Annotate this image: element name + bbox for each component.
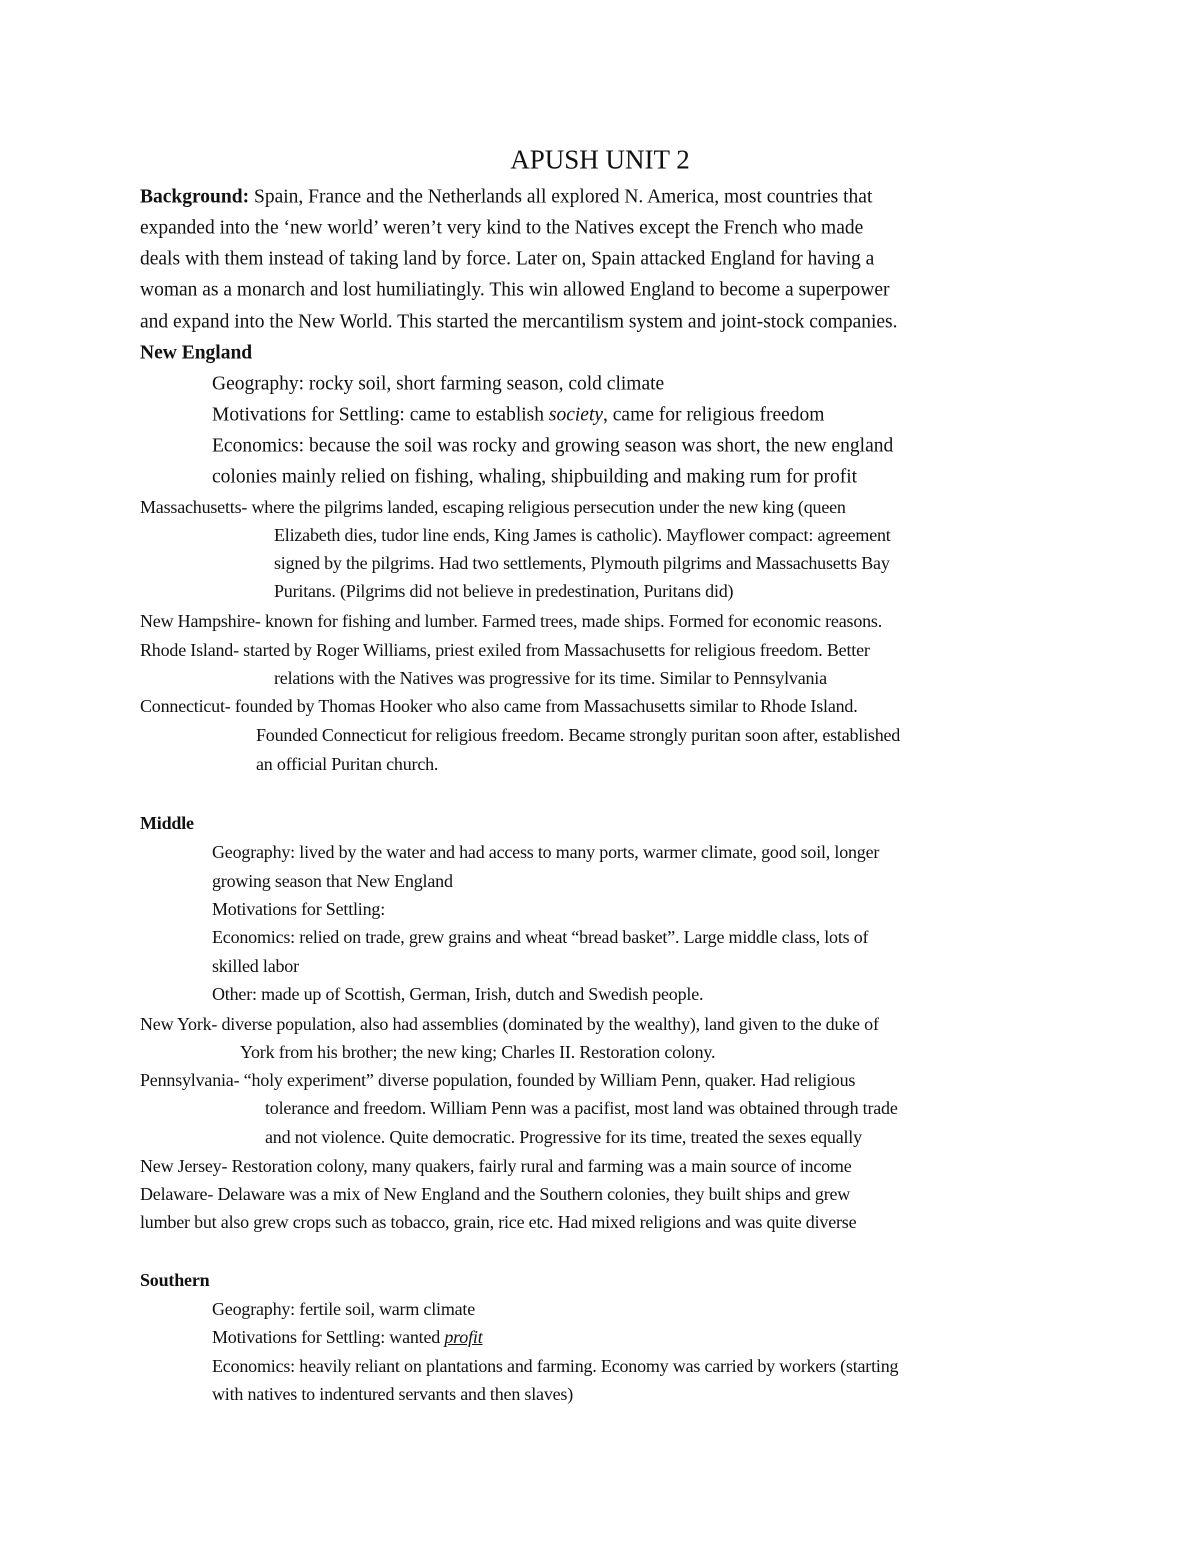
colony-massachusetts: signed by the pilgrims. Had two settlements, Plymouth pilgrims and Massachusetts Bay [274,553,890,573]
south-motivations [212,1328,483,1346]
background-line [140,187,872,207]
colony-massachusetts: Puritans. (Pilgrims did not believe in predestination, Puritans did) [274,581,734,601]
colony-pennsylvania: Pennsylvania- “holy experiment” diverse population, founded by William Penn, quaker. Had religious [140,1070,856,1090]
colony-massachusetts: Massachusetts- where the pilgrims landed, escaping religious persecution under the new king (queen [140,497,846,517]
background-line: deals with them instead of taking land by force. Later on, Spain attacked England for having a [140,248,875,270]
south-motivations-text: Motivations for Settling: wanted [212,1327,445,1347]
ne-economics: Economics: because the soil was rocky and growing season was short, the new england [212,435,894,457]
background-text: Spain, France and the Netherlands all explored N. America, most countries that [249,186,873,208]
colony-rhode-island: relations with the Natives was progressive for its time. Similar to Pennsylvania [274,668,827,688]
section-heading-southern: Southern [140,1270,210,1290]
ne-geography: Geography: rocky soil, short farming season, cold climate [212,373,665,395]
south-motivations-emphasis: profit [444,1327,483,1347]
colony-new-hampshire: New Hampshire- known for fishing and lumber. Farmed trees, made ships. Formed for economic reasons. [140,611,883,631]
mid-economics: skilled labor [212,956,299,976]
ne-motivations-text: , came for religious freedom [603,404,825,426]
mid-geography: Geography: lived by the water and had access to many ports, warmer climate, good soil, longer [212,842,880,862]
colony-new-york: York from his brother; the new king; Charles II. Restoration colony. [240,1042,716,1062]
colony-new-york: New York- diverse population, also had assemblies (dominated by the wealthy), land given to the duke of [140,1014,879,1034]
colony-new-jersey: New Jersey- Restoration colony, many quakers, fairly rural and farming was a main source of income [140,1156,852,1176]
background-line: and expand into the New World. This started the mercantilism system and joint-stock companies. [140,311,898,333]
colony-delaware: lumber but also grew crops such as tobacco, grain, rice etc. Had mixed religions and was quite diverse [140,1212,857,1232]
document-title: APUSH UNIT 2 [510,144,690,175]
ne-motivations-emphasis: society [548,404,604,426]
ne-economics: colonies mainly relied on fishing, whaling, shipbuilding and making rum for profit [212,466,858,488]
colony-delaware: Delaware- Delaware was a mix of New England and the Southern colonies, they built ships and grew [140,1184,851,1204]
section-heading-middle: Middle [140,813,194,833]
mid-motivations: Motivations for Settling: [212,899,385,919]
colony-pennsylvania: and not violence. Quite democratic. Progressive for its time, treated the sexes equally [265,1127,862,1147]
section-heading-new-england: New England [140,342,253,364]
colony-connecticut: Founded Connecticut for religious freedom. Became strongly puritan soon after, established [256,725,901,745]
background-label: Background: [140,186,250,208]
south-economics: Economics: heavily reliant on plantations and farming. Economy was carried by workers (starting [212,1356,899,1376]
ne-motivations [212,405,824,425]
background-line: woman as a monarch and lost humiliatingly. This win allowed England to become a superpower [140,279,890,301]
mid-economics: Economics: relied on trade, grew grains and wheat “bread basket”. Large middle class, lots of [212,927,869,947]
colony-massachusetts: Elizabeth dies, tudor line ends, King James is catholic). Mayflower compact: agreement [274,525,891,545]
mid-geography: growing season that New England [212,871,453,891]
mid-other: Other: made up of Scottish, German, Irish, dutch and Swedish people. [212,984,704,1004]
colony-pennsylvania: tolerance and freedom. William Penn was a pacifist, most land was obtained through trade [265,1098,898,1118]
background-line: expanded into the ‘new world’ weren’t very kind to the Natives except the French who made [140,217,864,239]
colony-connecticut: an official Puritan church. [256,754,439,774]
ne-motivations-text: Motivations for Settling: came to establish [212,404,549,426]
south-geography: Geography: fertile soil, warm climate [212,1299,476,1319]
colony-rhode-island: Rhode Island- started by Roger Williams, priest exiled from Massachusetts for religious freedom. Better [140,640,870,660]
south-economics: with natives to indentured servants and then slaves) [212,1384,574,1404]
colony-connecticut: Connecticut- founded by Thomas Hooker who also came from Massachusetts similar to Rhode Island. [140,696,858,716]
